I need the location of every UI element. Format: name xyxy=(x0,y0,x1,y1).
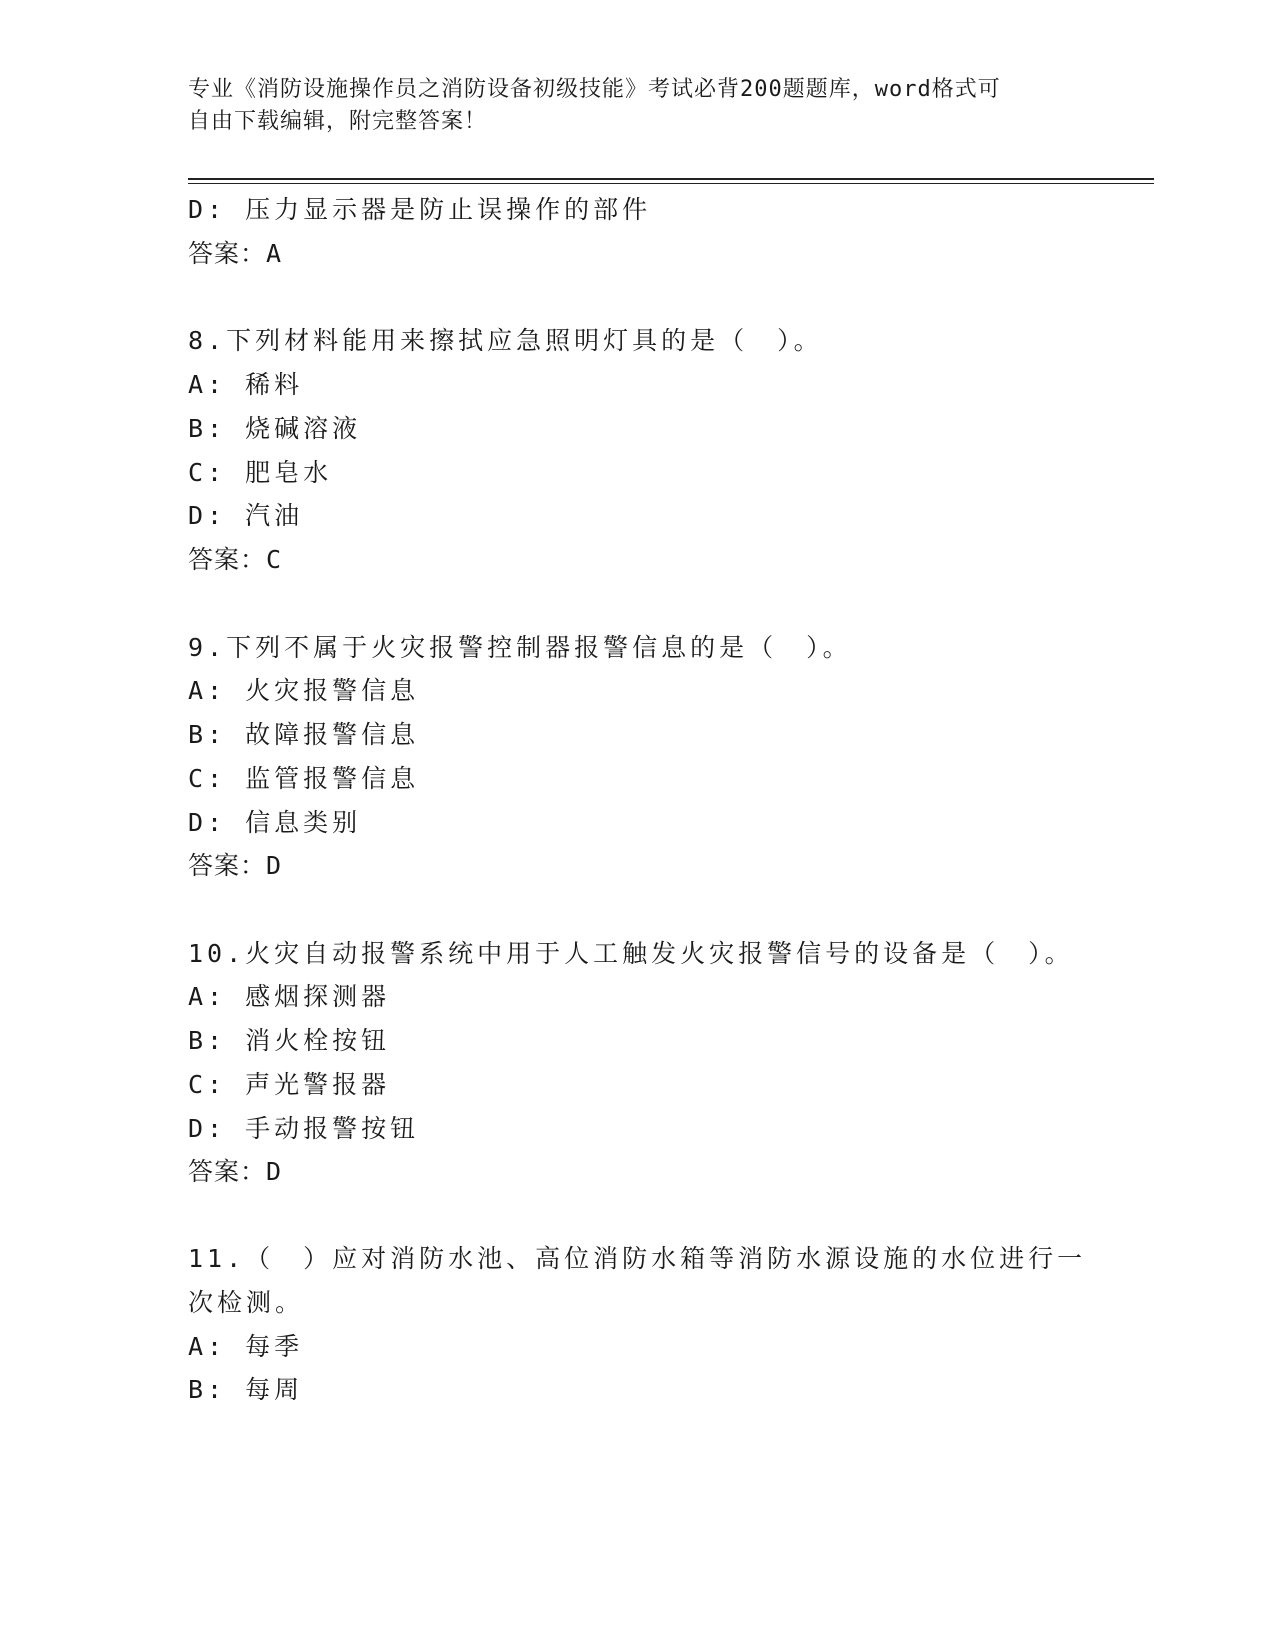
q10-option-c: C: 声光警报器 xyxy=(188,1070,391,1099)
header-line-2: 自由下载编辑，附完整答案！ xyxy=(188,109,488,134)
q9-option-b: B: 故障报警信息 xyxy=(188,720,420,749)
q10-option-a: A: 感烟探测器 xyxy=(188,982,391,1011)
q8-option-d: D: 汽油 xyxy=(188,501,304,530)
q8-stem: 8.下列材料能用来擦拭应急照明灯具的是（ ）。 xyxy=(188,326,823,355)
q10-option-b: B: 消火栓按钮 xyxy=(188,1026,391,1055)
q8-option-a: A: 稀料 xyxy=(188,370,304,399)
q11-stem-line-2: 次检测。 xyxy=(188,1288,305,1317)
q11-option-b: B: 每周 xyxy=(188,1375,304,1404)
header-line-1: 专业《消防设施操作员之消防设备初级技能》考试必背200题题库，word格式可 xyxy=(188,77,1001,102)
prev-answer: 答案：A xyxy=(188,239,283,268)
q10-answer: 答案：D xyxy=(188,1157,283,1186)
q9-option-c: C: 监管报警信息 xyxy=(188,764,420,793)
q8-answer: 答案：C xyxy=(188,545,283,574)
q9-answer: 答案：D xyxy=(188,851,283,880)
header-rule-top xyxy=(188,178,1154,180)
q9-stem: 9.下列不属于火灾报警控制器报警信息的是（ ）。 xyxy=(188,633,852,662)
q11-option-a: A: 每季 xyxy=(188,1332,304,1361)
q8-option-b: B: 烧碱溶液 xyxy=(188,414,362,443)
header-rule-bottom xyxy=(188,183,1154,184)
q9-option-d: D: 信息类别 xyxy=(188,808,362,837)
q10-stem: 10.火灾自动报警系统中用于人工触发火灾报警信号的设备是（ ）。 xyxy=(188,939,1074,968)
q11-stem-line-1: 11.（ ）应对消防水池、高位消防水箱等消防水源设施的水位进行一 xyxy=(188,1244,1087,1273)
q9-option-a: A: 火灾报警信息 xyxy=(188,676,420,705)
q10-option-d: D: 手动报警按钮 xyxy=(188,1114,420,1143)
q8-option-c: C: 肥皂水 xyxy=(188,458,333,487)
prev-option-d: D: 压力显示器是防止误操作的部件 xyxy=(188,195,652,224)
document-header xyxy=(188,74,1068,138)
